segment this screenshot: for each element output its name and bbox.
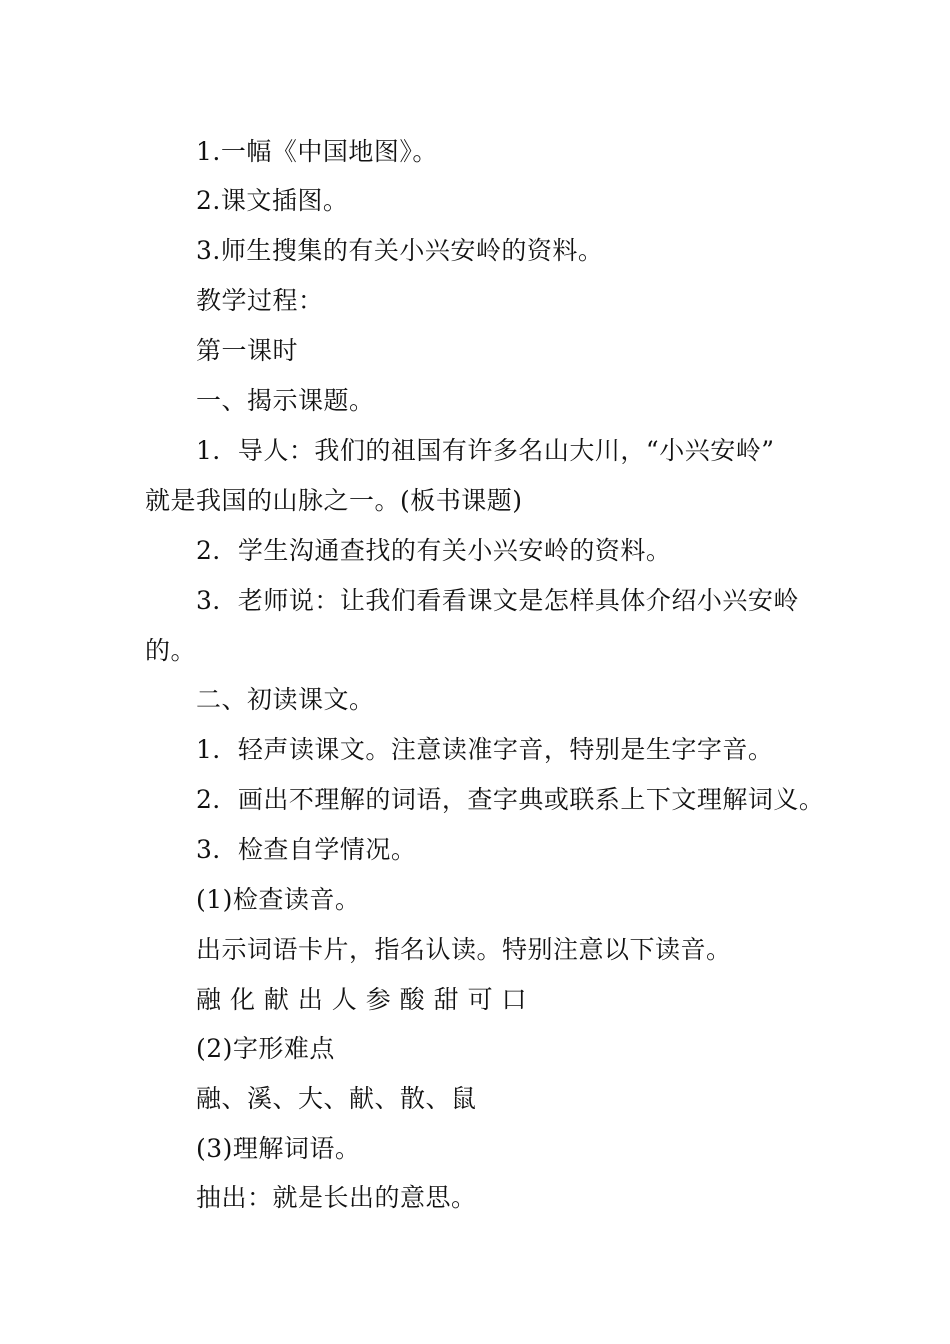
material-item-1: 1.一幅《中国地图》。 (196, 137, 438, 166)
paragraph-line: (2)字形难点 (196, 1034, 335, 1063)
paragraph-line: 1．轻声读课文。注意读准字音，特别是生字字音。 (196, 735, 774, 764)
paragraph-line: 1．导人：我们的祖国有许多名山大川，“小兴安岭” (196, 436, 775, 465)
paragraph-line: 出示词语卡片，指名认读。特别注意以下读音。 (196, 935, 732, 964)
paragraph-line: 3．老师说：让我们看看课文是怎样具体介绍小兴安岭 (196, 586, 799, 615)
word-list: 融 化 献 出 人 参 酸 甜 可 口 (196, 985, 528, 1014)
paragraph-line: 抽出：就是长出的意思。 (196, 1183, 477, 1212)
material-item-2: 2.课文插图。 (196, 186, 349, 215)
part-heading-2: 二、初读课文。 (196, 685, 375, 714)
paragraph-line: 3．检查自学情况。 (196, 835, 417, 864)
paragraph-line: (3)理解词语。 (196, 1134, 361, 1163)
word-list: 融、溪、大、献、散、鼠 (196, 1084, 477, 1113)
paragraph-line: (1)检查读音。 (196, 885, 361, 914)
paragraph-line: 2．画出不理解的词语，查字典或联系上下文理解词义。 (196, 785, 825, 814)
paragraph-line: 就是我国的山脉之一。(板书课题) (145, 486, 523, 515)
paragraph-line: 2．学生沟通查找的有关小兴安岭的资料。 (196, 536, 672, 565)
paragraph-line: 的。 (145, 636, 197, 665)
material-item-3: 3.师生搜集的有关小兴安岭的资料。 (196, 236, 604, 265)
section-heading-process: 教学过程： (196, 286, 324, 315)
part-heading-1: 一、揭示课题。 (196, 386, 375, 415)
lesson-heading: 第一课时 (196, 336, 299, 365)
